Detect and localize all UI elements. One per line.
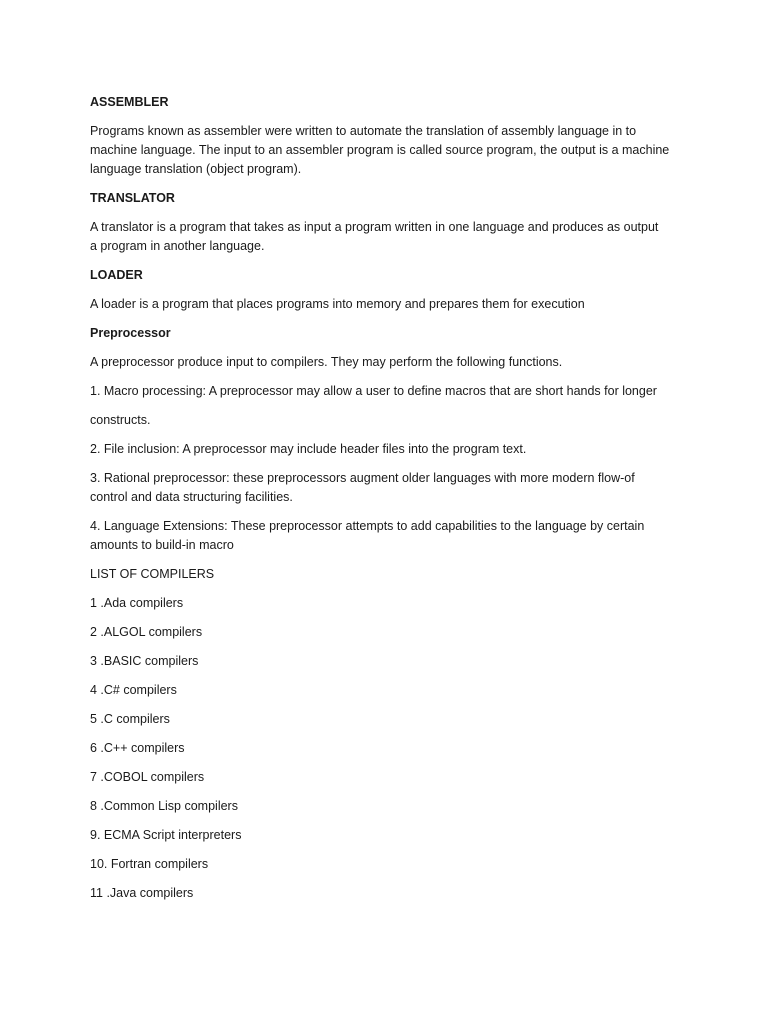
loader-text-line-1: A loader is a program that places programs into memory and prepares them for execution xyxy=(90,297,585,311)
compiler-list-item: 6 .C++ compilers xyxy=(90,741,185,755)
compiler-list-item: 10. Fortran compilers xyxy=(90,857,209,871)
compiler-list-item: 7 .COBOL compilers xyxy=(90,770,205,784)
preprocessor-item-4-line-1: 4. Language Extensions: These preprocessor attempts to add capabilities to the language by certain xyxy=(90,519,645,533)
preprocessor-item-3-line-2: control and data structuring facilities. xyxy=(90,490,293,504)
compiler-list-item: 11 .Java compilers xyxy=(90,886,194,900)
preprocessor-item-1-line-2: constructs. xyxy=(90,413,151,427)
compiler-list-item: 3 .BASIC compilers xyxy=(90,654,199,668)
preprocessor-item-3-line-1: 3. Rational preprocessor: these preprocessors augment older languages with more modern flow-of xyxy=(90,471,635,485)
assembler-text-line-2: machine language. The input to an assembler program is called source program, the output is a machine xyxy=(90,143,670,157)
loader-heading: LOADER xyxy=(90,268,143,282)
translator-heading: TRANSLATOR xyxy=(90,191,175,205)
translator-text-line-1: A translator is a program that takes as input a program written in one language and produces as output xyxy=(90,220,659,234)
preprocessor-item-4-line-2: amounts to build-in macro xyxy=(90,538,234,552)
preprocessor-heading: Preprocessor xyxy=(90,326,171,340)
compiler-list-item: 9. ECMA Script interpreters xyxy=(90,828,242,842)
document-page xyxy=(90,93,690,913)
preprocessor-item-2: 2. File inclusion: A preprocessor may include header files into the program text. xyxy=(90,442,527,456)
assembler-heading: ASSEMBLER xyxy=(90,95,169,109)
assembler-text-line-3: language translation (object program). xyxy=(90,162,302,176)
translator-text-line-2: a program in another language. xyxy=(90,239,265,253)
preprocessor-intro: A preprocessor produce input to compilers. They may perform the following functions. xyxy=(90,355,563,369)
compiler-list-item: 4 .C# compilers xyxy=(90,683,177,697)
preprocessor-item-1-line-1: 1. Macro processing: A preprocessor may allow a user to define macros that are short hands for longer xyxy=(90,384,657,398)
compiler-list-item: 1 .Ada compilers xyxy=(90,596,184,610)
compilers-heading: LIST OF COMPILERS xyxy=(90,567,215,581)
compiler-list-item: 8 .Common Lisp compilers xyxy=(90,799,238,813)
compiler-list-item: 2 .ALGOL compilers xyxy=(90,625,203,639)
compiler-list-item: 5 .C compilers xyxy=(90,712,170,726)
assembler-text-line-1: Programs known as assembler were written to automate the translation of assembly language in to xyxy=(90,124,637,138)
